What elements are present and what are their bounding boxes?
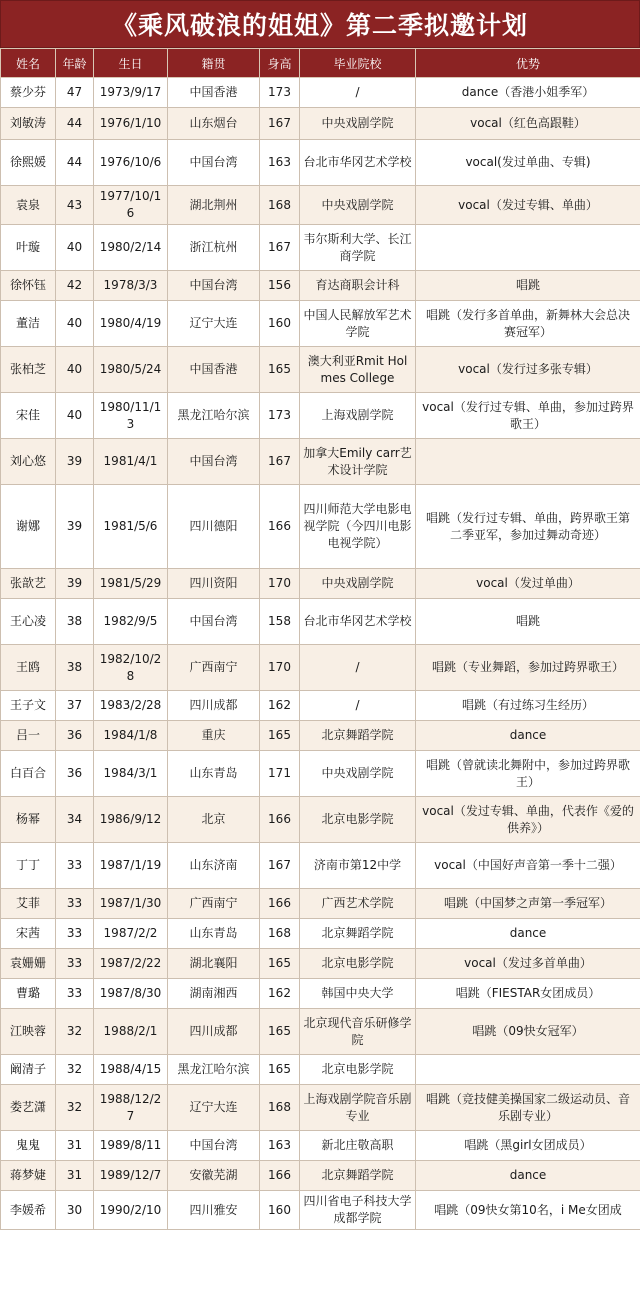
cell-name: 蒋梦婕 bbox=[1, 1161, 56, 1191]
cell-school: 澳大利亚Rmit Holmes College bbox=[300, 347, 416, 393]
cell-age: 39 bbox=[56, 485, 94, 569]
cell-age: 31 bbox=[56, 1161, 94, 1191]
table-row bbox=[1, 691, 640, 721]
cell-advantage: 唱跳 bbox=[416, 599, 640, 645]
cell-name: 娄艺潇 bbox=[1, 1085, 56, 1131]
cell-height: 163 bbox=[260, 140, 300, 186]
cell-age: 33 bbox=[56, 979, 94, 1009]
cell-height: 162 bbox=[260, 691, 300, 721]
cell-age: 32 bbox=[56, 1085, 94, 1131]
cell-advantage: vocal（中国好声音第一季十二强） bbox=[416, 843, 640, 889]
cell-height: 165 bbox=[260, 1055, 300, 1085]
cell-birthday: 1988/12/27 bbox=[94, 1085, 168, 1131]
cell-hometown: 辽宁大连 bbox=[168, 1085, 260, 1131]
table-row bbox=[1, 949, 640, 979]
cell-height: 165 bbox=[260, 1009, 300, 1055]
cell-name: 艾菲 bbox=[1, 889, 56, 919]
cell-height: 156 bbox=[260, 271, 300, 301]
cell-hometown: 中国香港 bbox=[168, 347, 260, 393]
cell-advantage: 唱跳（中国梦之声第一季冠军） bbox=[416, 889, 640, 919]
cell-school: 新北庄敬高职 bbox=[300, 1131, 416, 1161]
cell-advantage: dance bbox=[416, 721, 640, 751]
cell-hometown: 中国台湾 bbox=[168, 439, 260, 485]
cell-birthday: 1980/2/14 bbox=[94, 225, 168, 271]
cell-school: 加拿大Emily carr艺术设计学院 bbox=[300, 439, 416, 485]
cell-name: 杨幂 bbox=[1, 797, 56, 843]
cell-advantage: 唱跳（FIESTAR女团成员） bbox=[416, 979, 640, 1009]
cell-school: / bbox=[300, 691, 416, 721]
cell-school: 上海戏剧学院 bbox=[300, 393, 416, 439]
cell-school: 中央戏剧学院 bbox=[300, 569, 416, 599]
cell-name: 刘心悠 bbox=[1, 439, 56, 485]
cell-school: 北京电影学院 bbox=[300, 797, 416, 843]
table-row bbox=[1, 485, 640, 569]
cell-age: 36 bbox=[56, 721, 94, 751]
table-row bbox=[1, 347, 640, 393]
cell-school: 中国人民解放军艺术学院 bbox=[300, 301, 416, 347]
cell-height: 158 bbox=[260, 599, 300, 645]
cell-school: 台北市华冈艺术学校 bbox=[300, 140, 416, 186]
cell-advantage: vocal（发过单曲） bbox=[416, 569, 640, 599]
cell-advantage: 唱跳（发行多首单曲，新舞林大会总决赛冠军） bbox=[416, 301, 640, 347]
table-row bbox=[1, 569, 640, 599]
cell-advantage: dance（香港小姐季军） bbox=[416, 78, 640, 108]
cell-school: 中央戏剧学院 bbox=[300, 108, 416, 140]
cell-age: 47 bbox=[56, 78, 94, 108]
cell-school: 北京电影学院 bbox=[300, 949, 416, 979]
cell-advantage: vocal(发过单曲、专辑) bbox=[416, 140, 640, 186]
cell-advantage bbox=[416, 225, 640, 271]
cell-birthday: 1987/1/30 bbox=[94, 889, 168, 919]
cell-hometown: 北京 bbox=[168, 797, 260, 843]
cell-advantage: vocal（红色高跟鞋） bbox=[416, 108, 640, 140]
cell-school: 台北市华冈艺术学校 bbox=[300, 599, 416, 645]
cell-height: 167 bbox=[260, 843, 300, 889]
cell-school: 北京舞蹈学院 bbox=[300, 1161, 416, 1191]
cell-age: 37 bbox=[56, 691, 94, 721]
cell-height: 168 bbox=[260, 186, 300, 225]
cell-age: 39 bbox=[56, 439, 94, 485]
cell-birthday: 1987/8/30 bbox=[94, 979, 168, 1009]
cell-age: 44 bbox=[56, 108, 94, 140]
cell-hometown: 广西南宁 bbox=[168, 645, 260, 691]
cell-birthday: 1983/2/28 bbox=[94, 691, 168, 721]
cell-age: 33 bbox=[56, 889, 94, 919]
cell-birthday: 1988/2/1 bbox=[94, 1009, 168, 1055]
cell-height: 165 bbox=[260, 949, 300, 979]
cell-hometown: 黑龙江哈尔滨 bbox=[168, 1055, 260, 1085]
cell-hometown: 山东青岛 bbox=[168, 751, 260, 797]
cell-name: 徐熙媛 bbox=[1, 140, 56, 186]
cell-hometown: 湖南湘西 bbox=[168, 979, 260, 1009]
table-row bbox=[1, 751, 640, 797]
cell-birthday: 1976/1/10 bbox=[94, 108, 168, 140]
cell-age: 44 bbox=[56, 140, 94, 186]
cell-height: 167 bbox=[260, 439, 300, 485]
cell-name: 徐怀钰 bbox=[1, 271, 56, 301]
cell-hometown: 四川德阳 bbox=[168, 485, 260, 569]
cell-school: 北京舞蹈学院 bbox=[300, 721, 416, 751]
cell-school: / bbox=[300, 645, 416, 691]
cell-height: 163 bbox=[260, 1131, 300, 1161]
cell-age: 38 bbox=[56, 645, 94, 691]
cell-school: 中央戏剧学院 bbox=[300, 751, 416, 797]
cell-age: 38 bbox=[56, 599, 94, 645]
cell-school: 中央戏剧学院 bbox=[300, 186, 416, 225]
cell-advantage: vocal（发过专辑、单曲） bbox=[416, 186, 640, 225]
cell-name: 谢娜 bbox=[1, 485, 56, 569]
cell-name: 阚清子 bbox=[1, 1055, 56, 1085]
cell-hometown: 山东济南 bbox=[168, 843, 260, 889]
cell-height: 166 bbox=[260, 797, 300, 843]
cell-birthday: 1987/1/19 bbox=[94, 843, 168, 889]
cell-birthday: 1989/8/11 bbox=[94, 1131, 168, 1161]
cell-birthday: 1978/3/3 bbox=[94, 271, 168, 301]
table-row bbox=[1, 225, 640, 271]
table-row bbox=[1, 301, 640, 347]
table-row bbox=[1, 78, 640, 108]
cell-height: 166 bbox=[260, 1161, 300, 1191]
cell-height: 160 bbox=[260, 1191, 300, 1230]
candidate-table bbox=[0, 48, 640, 1230]
cell-height: 173 bbox=[260, 78, 300, 108]
cell-birthday: 1981/5/6 bbox=[94, 485, 168, 569]
cell-height: 162 bbox=[260, 979, 300, 1009]
cell-name: 丁丁 bbox=[1, 843, 56, 889]
cell-name: 曹璐 bbox=[1, 979, 56, 1009]
table-row bbox=[1, 271, 640, 301]
cell-advantage: dance bbox=[416, 919, 640, 949]
cell-height: 170 bbox=[260, 645, 300, 691]
cell-advantage bbox=[416, 439, 640, 485]
table-header-row bbox=[1, 49, 640, 78]
header-hometown: 籍贯 bbox=[168, 49, 260, 78]
cell-name: 吕一 bbox=[1, 721, 56, 751]
cell-name: 宋茜 bbox=[1, 919, 56, 949]
cell-birthday: 1980/5/24 bbox=[94, 347, 168, 393]
cell-height: 171 bbox=[260, 751, 300, 797]
table-row bbox=[1, 1055, 640, 1085]
table-row bbox=[1, 721, 640, 751]
cell-advantage: vocal（发行过专辑、单曲，参加过跨界歌王） bbox=[416, 393, 640, 439]
table-row bbox=[1, 1085, 640, 1131]
cell-birthday: 1989/12/7 bbox=[94, 1161, 168, 1191]
cell-age: 32 bbox=[56, 1009, 94, 1055]
cell-hometown: 中国台湾 bbox=[168, 140, 260, 186]
cell-school: 上海戏剧学院音乐剧专业 bbox=[300, 1085, 416, 1131]
cell-name: 李媛希 bbox=[1, 1191, 56, 1230]
cell-name: 江映蓉 bbox=[1, 1009, 56, 1055]
cell-birthday: 1987/2/2 bbox=[94, 919, 168, 949]
cell-birthday: 1990/2/10 bbox=[94, 1191, 168, 1230]
cell-birthday: 1981/4/1 bbox=[94, 439, 168, 485]
table-row bbox=[1, 889, 640, 919]
cell-age: 43 bbox=[56, 186, 94, 225]
header-advantage: 优势 bbox=[416, 49, 640, 78]
cell-birthday: 1976/10/6 bbox=[94, 140, 168, 186]
cell-advantage: vocal（发行过多张专辑） bbox=[416, 347, 640, 393]
cell-hometown: 辽宁大连 bbox=[168, 301, 260, 347]
cell-age: 33 bbox=[56, 919, 94, 949]
cell-advantage: vocal（发过多首单曲） bbox=[416, 949, 640, 979]
cell-birthday: 1988/4/15 bbox=[94, 1055, 168, 1085]
cell-advantage: 唱跳（曾就读北舞附中，参加过跨界歌王） bbox=[416, 751, 640, 797]
cell-hometown: 山东青岛 bbox=[168, 919, 260, 949]
table-body bbox=[1, 78, 640, 1230]
cell-advantage: 唱跳（09快女第10名，i Me女团成 bbox=[416, 1191, 640, 1230]
cell-name: 王鸥 bbox=[1, 645, 56, 691]
cell-name: 叶璇 bbox=[1, 225, 56, 271]
cell-height: 166 bbox=[260, 485, 300, 569]
cell-school: 育达商职会计科 bbox=[300, 271, 416, 301]
cell-school: / bbox=[300, 78, 416, 108]
cell-hometown: 安徽芜湖 bbox=[168, 1161, 260, 1191]
cell-age: 40 bbox=[56, 301, 94, 347]
cell-age: 40 bbox=[56, 347, 94, 393]
cell-age: 40 bbox=[56, 393, 94, 439]
cell-hometown: 四川成都 bbox=[168, 1009, 260, 1055]
cell-hometown: 重庆 bbox=[168, 721, 260, 751]
cell-birthday: 1977/10/16 bbox=[94, 186, 168, 225]
table-row bbox=[1, 919, 640, 949]
cell-age: 33 bbox=[56, 949, 94, 979]
header-height: 身高 bbox=[260, 49, 300, 78]
cell-name: 袁泉 bbox=[1, 186, 56, 225]
cell-advantage: 唱跳（有过练习生经历） bbox=[416, 691, 640, 721]
cell-birthday: 1986/9/12 bbox=[94, 797, 168, 843]
table-row bbox=[1, 843, 640, 889]
header-name: 姓名 bbox=[1, 49, 56, 78]
header-birthday: 生日 bbox=[94, 49, 168, 78]
cell-birthday: 1973/9/17 bbox=[94, 78, 168, 108]
cell-name: 蔡少芬 bbox=[1, 78, 56, 108]
cell-advantage: 唱跳（黑girl女团成员） bbox=[416, 1131, 640, 1161]
cell-name: 董洁 bbox=[1, 301, 56, 347]
cell-height: 168 bbox=[260, 1085, 300, 1131]
cell-hometown: 四川资阳 bbox=[168, 569, 260, 599]
cell-age: 33 bbox=[56, 843, 94, 889]
cell-hometown: 广西南宁 bbox=[168, 889, 260, 919]
cell-height: 167 bbox=[260, 108, 300, 140]
cell-hometown: 中国台湾 bbox=[168, 271, 260, 301]
cell-birthday: 1982/9/5 bbox=[94, 599, 168, 645]
table-row bbox=[1, 1161, 640, 1191]
table-row bbox=[1, 1009, 640, 1055]
cell-advantage: 唱跳 bbox=[416, 271, 640, 301]
table-row bbox=[1, 186, 640, 225]
table-row bbox=[1, 979, 640, 1009]
cell-name: 袁姗姗 bbox=[1, 949, 56, 979]
header-age: 年龄 bbox=[56, 49, 94, 78]
cell-height: 166 bbox=[260, 889, 300, 919]
cell-birthday: 1984/1/8 bbox=[94, 721, 168, 751]
cell-hometown: 中国香港 bbox=[168, 78, 260, 108]
cell-age: 40 bbox=[56, 225, 94, 271]
cell-school: 广西艺术学院 bbox=[300, 889, 416, 919]
table-row bbox=[1, 108, 640, 140]
cell-hometown: 四川成都 bbox=[168, 691, 260, 721]
cell-height: 173 bbox=[260, 393, 300, 439]
cell-advantage: vocal（发过专辑、单曲，代表作《爱的供养》） bbox=[416, 797, 640, 843]
table-row bbox=[1, 140, 640, 186]
cell-age: 34 bbox=[56, 797, 94, 843]
cell-height: 160 bbox=[260, 301, 300, 347]
cell-height: 165 bbox=[260, 347, 300, 393]
cell-name: 宋佳 bbox=[1, 393, 56, 439]
table-row bbox=[1, 1131, 640, 1161]
cell-name: 刘敏涛 bbox=[1, 108, 56, 140]
cell-advantage bbox=[416, 1055, 640, 1085]
cell-age: 32 bbox=[56, 1055, 94, 1085]
cell-school: 四川省电子科技大学成都学院 bbox=[300, 1191, 416, 1230]
cell-hometown: 湖北襄阳 bbox=[168, 949, 260, 979]
cell-school: 北京现代音乐研修学院 bbox=[300, 1009, 416, 1055]
cell-age: 30 bbox=[56, 1191, 94, 1230]
cell-school: 北京电影学院 bbox=[300, 1055, 416, 1085]
cell-hometown: 湖北荆州 bbox=[168, 186, 260, 225]
table-row bbox=[1, 797, 640, 843]
cell-school: 韩国中央大学 bbox=[300, 979, 416, 1009]
cell-birthday: 1981/5/29 bbox=[94, 569, 168, 599]
cell-age: 31 bbox=[56, 1131, 94, 1161]
cell-name: 王子文 bbox=[1, 691, 56, 721]
cell-hometown: 黑龙江哈尔滨 bbox=[168, 393, 260, 439]
cell-hometown: 中国台湾 bbox=[168, 599, 260, 645]
cell-name: 白百合 bbox=[1, 751, 56, 797]
cell-height: 167 bbox=[260, 225, 300, 271]
table-row bbox=[1, 1191, 640, 1230]
table-row bbox=[1, 439, 640, 485]
cell-school: 四川师范大学电影电视学院（今四川电影电视学院） bbox=[300, 485, 416, 569]
cell-birthday: 1984/3/1 bbox=[94, 751, 168, 797]
cell-height: 165 bbox=[260, 721, 300, 751]
page-title: 《乘风破浪的姐姐》第二季拟邀计划 bbox=[0, 0, 640, 48]
table-row bbox=[1, 393, 640, 439]
cell-hometown: 四川雅安 bbox=[168, 1191, 260, 1230]
cell-advantage: 唱跳（竞技健美操国家二级运动员、音乐剧专业） bbox=[416, 1085, 640, 1131]
cell-advantage: 唱跳（发行过专辑、单曲，跨界歌王第二季亚军，参加过舞动奇迹） bbox=[416, 485, 640, 569]
cell-name: 王心凌 bbox=[1, 599, 56, 645]
cell-height: 170 bbox=[260, 569, 300, 599]
cell-school: 北京舞蹈学院 bbox=[300, 919, 416, 949]
table-row bbox=[1, 599, 640, 645]
cell-advantage: 唱跳（09快女冠军） bbox=[416, 1009, 640, 1055]
cell-name: 张柏芝 bbox=[1, 347, 56, 393]
cell-advantage: dance bbox=[416, 1161, 640, 1191]
cell-age: 39 bbox=[56, 569, 94, 599]
cell-height: 168 bbox=[260, 919, 300, 949]
cell-age: 42 bbox=[56, 271, 94, 301]
cell-hometown: 浙江杭州 bbox=[168, 225, 260, 271]
cell-age: 36 bbox=[56, 751, 94, 797]
header-school: 毕业院校 bbox=[300, 49, 416, 78]
cell-birthday: 1982/10/28 bbox=[94, 645, 168, 691]
table-row bbox=[1, 645, 640, 691]
cell-birthday: 1980/11/13 bbox=[94, 393, 168, 439]
cell-name: 张歆艺 bbox=[1, 569, 56, 599]
cell-hometown: 中国台湾 bbox=[168, 1131, 260, 1161]
cell-school: 济南市第12中学 bbox=[300, 843, 416, 889]
cell-school: 韦尔斯利大学、长江商学院 bbox=[300, 225, 416, 271]
cell-birthday: 1980/4/19 bbox=[94, 301, 168, 347]
cell-advantage: 唱跳（专业舞蹈，参加过跨界歌王） bbox=[416, 645, 640, 691]
cell-name: 鬼鬼 bbox=[1, 1131, 56, 1161]
cell-hometown: 山东烟台 bbox=[168, 108, 260, 140]
cell-birthday: 1987/2/22 bbox=[94, 949, 168, 979]
